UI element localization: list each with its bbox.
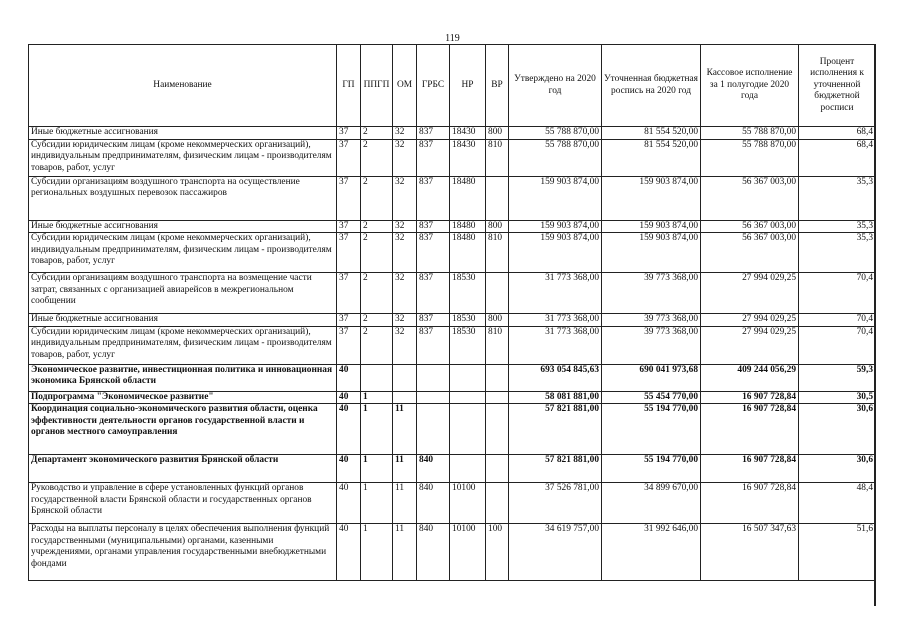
header-om: ОМ	[393, 45, 417, 127]
cell-name: Руководство и управление в сфере установленных функций органов государственной власти Брянской области и государственных органов Брянской области	[29, 483, 337, 524]
budget-table	[28, 44, 876, 581]
cell-percent: 35,3	[799, 233, 876, 273]
cell-vr: 810	[486, 233, 509, 273]
cell-np: 10100	[450, 524, 486, 581]
cell-np: 18480	[450, 233, 486, 273]
cell-percent: 30,6	[799, 455, 876, 483]
cell-ppgp: 1	[361, 455, 393, 483]
cell-refined: 81 554 520,00	[602, 127, 701, 140]
cell-np: 18430	[450, 139, 486, 176]
cell-cash: 16 507 347,63	[701, 524, 799, 581]
cell-gp: 37	[337, 139, 361, 176]
cell-gp: 37	[337, 273, 361, 314]
header-approved: Утверждено на 2020 год	[509, 45, 602, 127]
cell-name: Департамент экономического развития Брянской области	[29, 455, 337, 483]
cell-grbs: 837	[417, 139, 450, 176]
cell-grbs: 837	[417, 176, 450, 220]
cell-grbs: 837	[417, 326, 450, 364]
cell-name: Субсидии организациям воздушного транспорта на возмещение части затрат, связанных с организацией авиарейсов в межрегиональном сообщении	[29, 273, 337, 314]
cell-np	[450, 391, 486, 404]
cell-om: 32	[393, 326, 417, 364]
cell-np: 18480	[450, 220, 486, 233]
cell-gp: 40	[337, 483, 361, 524]
cell-ppgp: 2	[361, 233, 393, 273]
cell-approved: 31 773 368,00	[509, 273, 602, 314]
cell-vr	[486, 364, 509, 391]
cell-cash: 16 907 728,84	[701, 455, 799, 483]
table-body	[29, 127, 876, 581]
cell-name: Субсидии юридическим лицам (кроме некоммерческих организаций), индивидуальным предпринимателям, физическим лицам - производителям товаров, работ, услуг	[29, 139, 337, 176]
cell-name: Субсидии юридическим лицам (кроме некоммерческих организаций), индивидуальным предпринимателям, физическим лицам - производителям товаров, работ, услуг	[29, 326, 337, 364]
cell-vr: 800	[486, 127, 509, 140]
cell-refined: 55 454 770,00	[602, 391, 701, 404]
table-row	[29, 483, 876, 524]
cell-cash: 55 788 870,00	[701, 127, 799, 140]
cell-name: Иные бюджетные ассигнования	[29, 314, 337, 327]
cell-grbs: 840	[417, 524, 450, 581]
cell-percent: 70,4	[799, 273, 876, 314]
cell-grbs: 840	[417, 483, 450, 524]
table-row	[29, 127, 876, 140]
cell-percent: 51,6	[799, 524, 876, 581]
header-percent: Процент исполнения к уточненной бюджетной росписи	[799, 45, 876, 127]
cell-gp: 37	[337, 233, 361, 273]
cell-approved: 58 081 881,00	[509, 391, 602, 404]
cell-gp: 40	[337, 364, 361, 391]
cell-approved: 693 054 845,63	[509, 364, 602, 391]
cell-np: 18530	[450, 326, 486, 364]
cell-gp: 40	[337, 524, 361, 581]
cell-np	[450, 455, 486, 483]
cell-vr: 100	[486, 524, 509, 581]
cell-percent: 68,4	[799, 127, 876, 140]
cell-ppgp	[361, 364, 393, 391]
cell-vr	[486, 404, 509, 455]
cell-name: Иные бюджетные ассигнования	[29, 127, 337, 140]
cell-cash: 27 994 029,25	[701, 273, 799, 314]
cell-om: 11	[393, 455, 417, 483]
cell-grbs: 837	[417, 273, 450, 314]
cell-ppgp: 2	[361, 273, 393, 314]
cell-vr	[486, 273, 509, 314]
cell-cash: 56 367 003,00	[701, 220, 799, 233]
cell-approved: 31 773 368,00	[509, 314, 602, 327]
cell-vr	[486, 483, 509, 524]
cell-gp: 37	[337, 314, 361, 327]
table-row	[29, 220, 876, 233]
cell-ppgp: 2	[361, 139, 393, 176]
cell-om: 11	[393, 404, 417, 455]
cell-grbs: 837	[417, 127, 450, 140]
header-vr: ВР	[486, 45, 509, 127]
cell-approved: 159 903 874,00	[509, 233, 602, 273]
cell-percent: 30,6	[799, 404, 876, 455]
cell-name: Координация социально-экономического развития области, оценка эффективности деятельности органов государственной власти и органов местного самоуправления	[29, 404, 337, 455]
cell-gp: 37	[337, 127, 361, 140]
cell-approved: 55 788 870,00	[509, 127, 602, 140]
table-row	[29, 364, 876, 391]
cell-ppgp: 2	[361, 220, 393, 233]
cell-refined: 159 903 874,00	[602, 220, 701, 233]
cell-percent: 70,4	[799, 314, 876, 327]
cell-percent: 35,3	[799, 176, 876, 220]
cell-percent: 59,3	[799, 364, 876, 391]
table-row	[29, 233, 876, 273]
cell-ppgp: 1	[361, 404, 393, 455]
cell-gp: 40	[337, 455, 361, 483]
cell-cash: 16 907 728,84	[701, 391, 799, 404]
cell-np	[450, 404, 486, 455]
header-gp: ГП	[337, 45, 361, 127]
cell-name: Расходы на выплаты персоналу в целях обеспечения выполнения функций государственными (муниципальными) органами, казенными учреждениями, органами управления государственными внебюджетными фондами	[29, 524, 337, 581]
cell-refined: 55 194 770,00	[602, 404, 701, 455]
header-refined: Уточненная бюджетная роспись на 2020 год	[602, 45, 701, 127]
cell-vr	[486, 176, 509, 220]
cell-refined: 39 773 368,00	[602, 273, 701, 314]
table-row	[29, 139, 876, 176]
cell-om: 11	[393, 483, 417, 524]
cell-np: 10100	[450, 483, 486, 524]
cell-ppgp: 1	[361, 524, 393, 581]
cell-gp: 40	[337, 404, 361, 455]
cell-grbs	[417, 364, 450, 391]
table-row	[29, 273, 876, 314]
cell-vr: 810	[486, 326, 509, 364]
cell-refined: 159 903 874,00	[602, 176, 701, 220]
cell-grbs: 840	[417, 455, 450, 483]
cell-refined: 39 773 368,00	[602, 314, 701, 327]
cell-ppgp: 1	[361, 483, 393, 524]
table-row	[29, 455, 876, 483]
cell-cash: 16 907 728,84	[701, 404, 799, 455]
cell-cash: 27 994 029,25	[701, 314, 799, 327]
cell-np: 18430	[450, 127, 486, 140]
cell-ppgp: 2	[361, 326, 393, 364]
cell-vr: 800	[486, 314, 509, 327]
cell-percent: 30,5	[799, 391, 876, 404]
cell-gp: 37	[337, 176, 361, 220]
cell-percent: 68,4	[799, 139, 876, 176]
cell-refined: 55 194 770,00	[602, 455, 701, 483]
cell-ppgp: 2	[361, 127, 393, 140]
cell-name: Субсидии организациям воздушного транспорта на осуществление региональных воздушных перевозок пассажиров	[29, 176, 337, 220]
cell-approved: 159 903 874,00	[509, 176, 602, 220]
cell-approved: 31 773 368,00	[509, 326, 602, 364]
cell-refined: 34 899 670,00	[602, 483, 701, 524]
cell-np: 18480	[450, 176, 486, 220]
cell-om: 32	[393, 220, 417, 233]
cell-percent: 48,4	[799, 483, 876, 524]
cell-grbs	[417, 391, 450, 404]
cell-refined: 159 903 874,00	[602, 233, 701, 273]
cell-approved: 34 619 757,00	[509, 524, 602, 581]
cell-percent: 35,3	[799, 220, 876, 233]
cell-vr	[486, 455, 509, 483]
header-np: НР	[450, 45, 486, 127]
cell-refined: 39 773 368,00	[602, 326, 701, 364]
cell-om	[393, 391, 417, 404]
cell-refined: 31 992 646,00	[602, 524, 701, 581]
cell-refined: 81 554 520,00	[602, 139, 701, 176]
cell-om: 32	[393, 273, 417, 314]
cell-om: 32	[393, 139, 417, 176]
cell-om: 32	[393, 127, 417, 140]
cell-np: 18530	[450, 273, 486, 314]
cell-grbs: 837	[417, 314, 450, 327]
cell-ppgp: 2	[361, 176, 393, 220]
cell-gp: 37	[337, 220, 361, 233]
cell-cash: 27 994 029,25	[701, 326, 799, 364]
header-cash: Кассовое исполнение за 1 полугодие 2020 года	[701, 45, 799, 127]
cell-approved: 159 903 874,00	[509, 220, 602, 233]
cell-grbs	[417, 404, 450, 455]
cell-grbs: 837	[417, 233, 450, 273]
cell-ppgp: 1	[361, 391, 393, 404]
cell-name: Иные бюджетные ассигнования	[29, 220, 337, 233]
table-row	[29, 404, 876, 455]
cell-om: 32	[393, 176, 417, 220]
cell-cash: 56 367 003,00	[701, 176, 799, 220]
cell-cash: 55 788 870,00	[701, 139, 799, 176]
table-row	[29, 176, 876, 220]
cell-approved: 57 821 881,00	[509, 455, 602, 483]
cell-om: 32	[393, 314, 417, 327]
cell-approved: 57 821 881,00	[509, 404, 602, 455]
cell-grbs: 837	[417, 220, 450, 233]
table-row	[29, 391, 876, 404]
header-name: Наименование	[29, 45, 337, 127]
cell-name: Подпрограмма "Экономическое развитие"	[29, 391, 337, 404]
cell-gp: 40	[337, 391, 361, 404]
cell-gp: 37	[337, 326, 361, 364]
cell-name: Субсидии юридическим лицам (кроме некоммерческих организаций), индивидуальным предпринимателям, физическим лицам - производителям товаров, работ, услуг	[29, 233, 337, 273]
page-number: 119	[445, 33, 460, 44]
table-row	[29, 326, 876, 364]
cell-refined: 690 041 973,68	[602, 364, 701, 391]
cell-np: 18530	[450, 314, 486, 327]
cell-vr	[486, 391, 509, 404]
header-grbs: ГРБС	[417, 45, 450, 127]
table-row	[29, 524, 876, 581]
cell-approved: 55 788 870,00	[509, 139, 602, 176]
cell-cash: 409 244 056,29	[701, 364, 799, 391]
cell-om: 11	[393, 524, 417, 581]
cell-cash: 16 907 728,84	[701, 483, 799, 524]
cell-ppgp: 2	[361, 314, 393, 327]
cell-approved: 37 526 781,00	[509, 483, 602, 524]
cell-cash: 56 367 003,00	[701, 233, 799, 273]
header-ppgp: ППГП	[361, 45, 393, 127]
header-row	[29, 45, 876, 127]
cell-om	[393, 364, 417, 391]
cell-vr: 810	[486, 139, 509, 176]
table-row	[29, 314, 876, 327]
cell-om: 32	[393, 233, 417, 273]
cell-percent: 70,4	[799, 326, 876, 364]
cell-name: Экономическое развитие, инвестиционная политика и инновационная экономика Брянской области	[29, 364, 337, 391]
cell-np	[450, 364, 486, 391]
cell-vr: 800	[486, 220, 509, 233]
